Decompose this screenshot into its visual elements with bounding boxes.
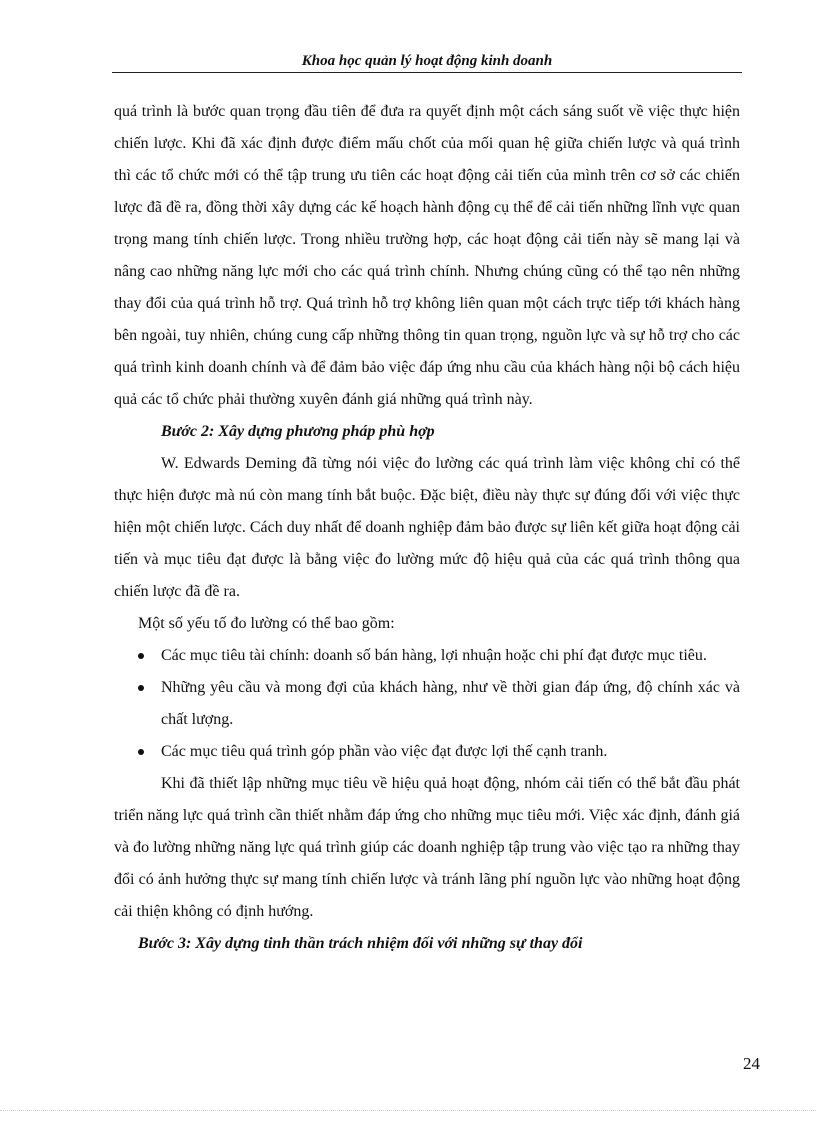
- section-heading-step-2: Bước 2: Xây dựng phương pháp phù hợp: [161, 423, 435, 440]
- list-item: [114, 640, 740, 672]
- paragraph-3: Một số yếu tố đo lường có thể bao gồm:: [138, 615, 395, 632]
- paragraph-4: Khi đã thiết lập những mục tiêu về hiệu quả hoạt động, nhóm cải tiến có thể bắt đầu phát triển năng lực quá trình cần thiết nhằm đáp ứng cho những mục tiêu mới. Việc xác định, đánh giá và đo lường những năng lực quá trình giúp các doanh nghiệp tập trung vào việc tạo ra những thay đổi có ảnh hưởng thực sự mang tính chiến lược và tránh lãng phí nguồn lực vào những hoạt động cải thiện không có định hướng.: [114, 775, 740, 920]
- header-rule: [112, 72, 742, 73]
- measurement-list: [114, 640, 740, 768]
- bullet-icon: [138, 749, 144, 755]
- list-item-text: Những yêu cầu và mong đợi của khách hàng, như về thời gian đáp ứng, độ chính xác và chất lượng.: [161, 679, 740, 728]
- list-item: [114, 736, 740, 768]
- bullet-icon: [138, 653, 144, 659]
- list-item: [114, 672, 740, 736]
- bullet-icon: [138, 685, 144, 691]
- list-item-text: Các mục tiêu quá trình góp phần vào việc đạt được lợi thế cạnh tranh.: [161, 743, 608, 760]
- page-number: 24: [743, 1054, 760, 1073]
- footer-rule: [0, 1110, 816, 1111]
- running-header: Khoa học quản lý hoạt động kinh doanh: [301, 53, 553, 69]
- section-heading-step-3: Bước 3: Xây dựng tinh thần trách nhiệm đối với những sự thay đổi: [138, 935, 583, 952]
- paragraph-2: W. Edwards Deming đã từng nói việc đo lường các quá trình làm việc không chỉ có thể thực hiện được mà nú còn mang tính bắt buộc. Đặc biệt, điều này thực sự đúng đối với việc thực hiện một chiến lược. Cách duy nhất để doanh nghiệp đảm bảo được sự liên kết giữa hoạt động cải tiến và mục tiêu đạt được là bằng việc đo lường mức độ hiệu quả của các quá trình thông qua chiến lược đã đề ra.: [114, 455, 740, 600]
- list-item-text: Các mục tiêu tài chính: doanh số bán hàng, lợi nhuận hoặc chi phí đạt được mục tiêu.: [161, 647, 707, 664]
- paragraph-1: quá trình là bước quan trọng đầu tiên để đưa ra quyết định một cách sáng suốt về việc thực hiện chiến lược. Khi đã xác định được điểm mấu chốt của mối quan hệ giữa chiến lược và quá trình thì các tổ chức mới có thể tập trung ưu tiên các hoạt động cải tiến của mình trên cơ sở các chiến lược đã đề ra, đồng thời xây dựng các kế hoạch hành động cụ thể để cải tiến những lĩnh vực quan trọng mang tính chiến lược. Trong nhiều trường hợp, các hoạt động cải tiến này sẽ mang lại và nâng cao những năng lực mới cho các quá trình chính. Nhưng chúng cũng có thể tạo nên những thay đổi của quá trình hỗ trợ. Quá trình hỗ trợ không liên quan một cách trực tiếp tới khách hàng bên ngoài, tuy nhiên, chúng cung cấp những thông tin quan trọng, nguồn lực và sự hỗ trợ cho các quá trình kinh doanh chính và để đảm bảo việc đáp ứng nhu cầu của khách hàng nội bộ cách hiệu quả các tổ chức phải thường xuyên đánh giá những quá trình này.: [114, 103, 740, 408]
- page-content: [114, 96, 740, 960]
